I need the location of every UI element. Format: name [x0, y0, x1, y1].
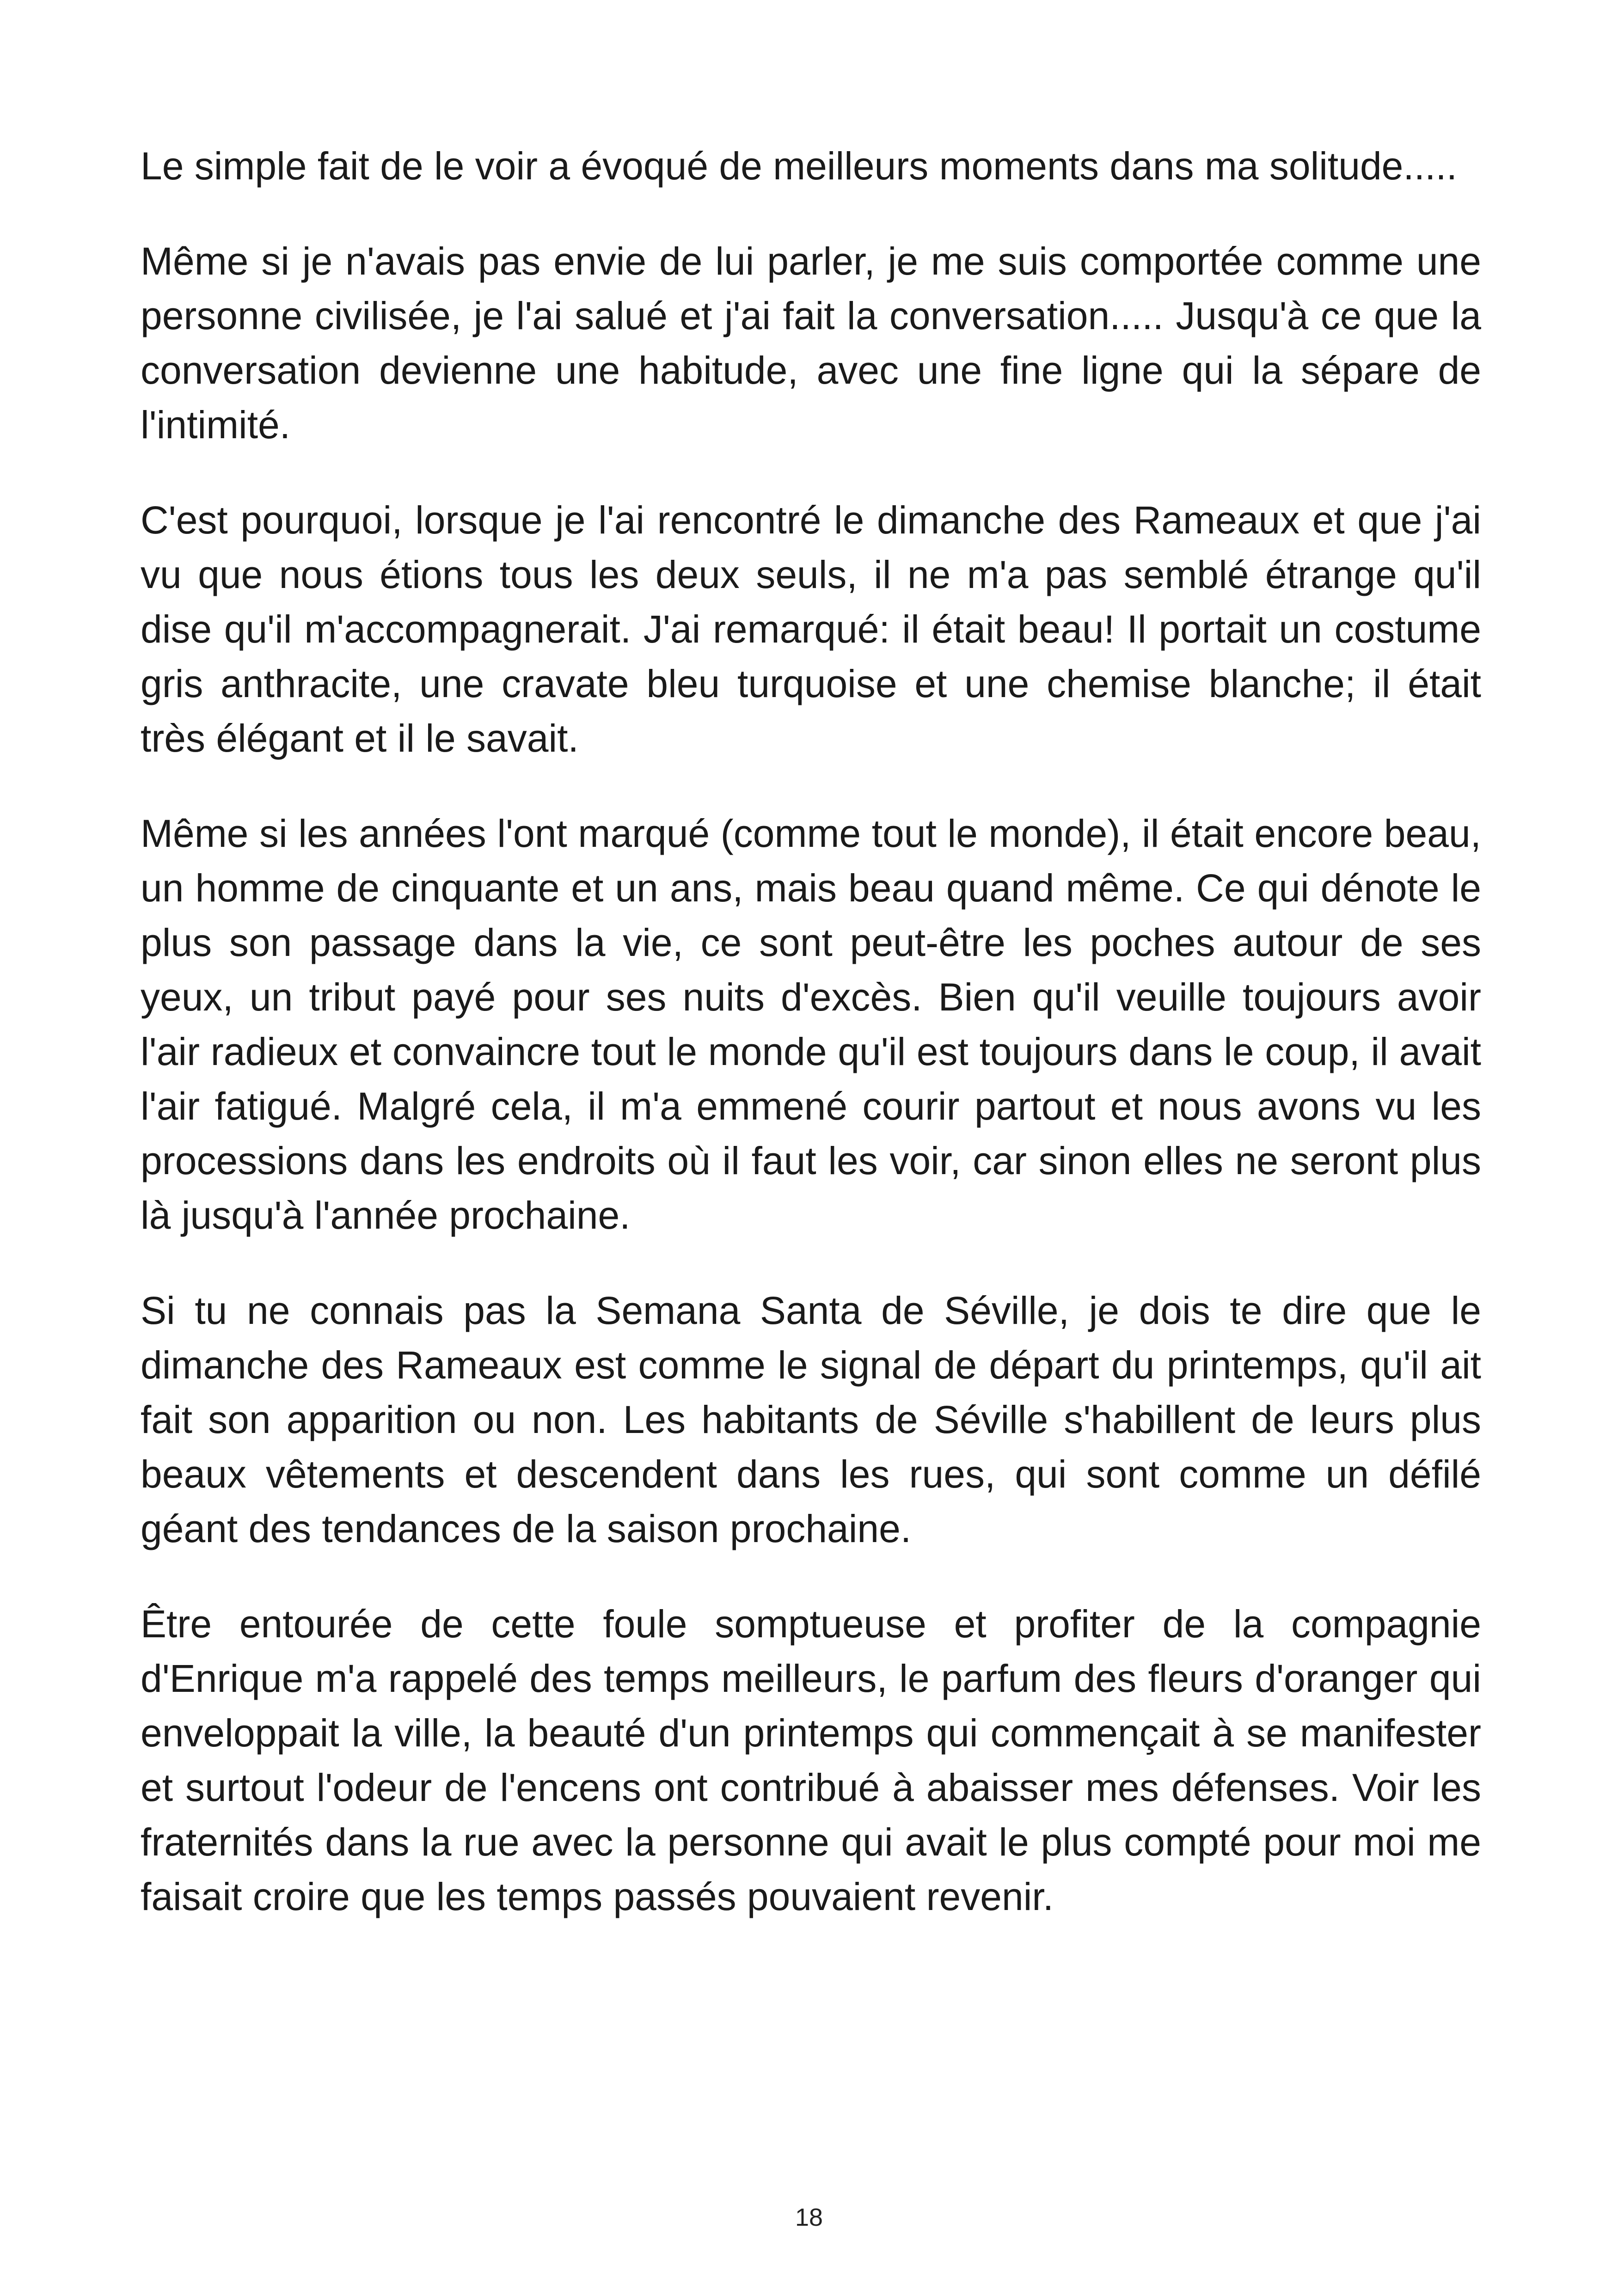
page-number: 18	[795, 2204, 823, 2231]
paragraph-2: Même si je n'avais pas envie de lui parler, je me suis comportée comme une personne civilisée, je l'ai salué et j'ai fait la conversation..... Jusqu'à ce que la conversation devienne une habitude, avec une fine ligne qui la sépare de l'intimité.	[141, 239, 1481, 447]
paragraph-3: C'est pourquoi, lorsque je l'ai rencontré le dimanche des Rameaux et que j'ai vu que nous étions tous les deux seuls, il ne m'a pas semblé étrange qu'il dise qu'il m'accompagnerait. J'ai remarqué: il était beau! Il portait un costume gris anthracite, une cravate bleu turquoise et une chemise blanche; il était très élégant et il le savait.	[141, 498, 1481, 760]
paragraph-4: Même si les années l'ont marqué (comme tout le monde), il était encore beau, un homme de cinquante et un ans, mais beau quand même. Ce qui dénote le plus son passage dans la vie, ce sont peut-être les poches autour de ses yeux, un tribut payé pour ses nuits d'excès. Bien qu'il veuille toujours avoir l'air radieux et convaincre tout le monde qu'il est toujours dans le coup, il avait l'air fatigué. Malgré cela, il m'a emmené courir partout et nous avons vu les processions dans les endroits où il faut les voir, car sinon elles ne seront plus là jusqu'à l'année prochaine.	[141, 812, 1481, 1237]
paragraph-5: Si tu ne connais pas la Semana Santa de Séville, je dois te dire que le dimanche des Rameaux est comme le signal de départ du printemps, qu'il ait fait son apparition ou non. Les habitants de Séville s'habillent de leurs plus beaux vêtements et descendent dans les rues, qui sont comme un défilé géant des tendances de la saison prochaine.	[141, 1289, 1481, 1550]
body-text	[141, 139, 1481, 1965]
paragraph-6: Être entourée de cette foule somptueuse et profiter de la compagnie d'Enrique m'a rappelé des temps meilleurs, le parfum des fleurs d'oranger qui enveloppait la ville, la beauté d'un printemps qui commençait à se manifester et surtout l'odeur de l'encens ont contribué à abaisser mes défenses. Voir les fraternités dans la rue avec la personne qui avait le plus compté pour moi me faisait croire que les temps passés pouvaient revenir.	[141, 1602, 1481, 1918]
paragraph-1: Le simple fait de le voir a évoqué de meilleurs moments dans ma solitude.....	[141, 144, 1458, 188]
